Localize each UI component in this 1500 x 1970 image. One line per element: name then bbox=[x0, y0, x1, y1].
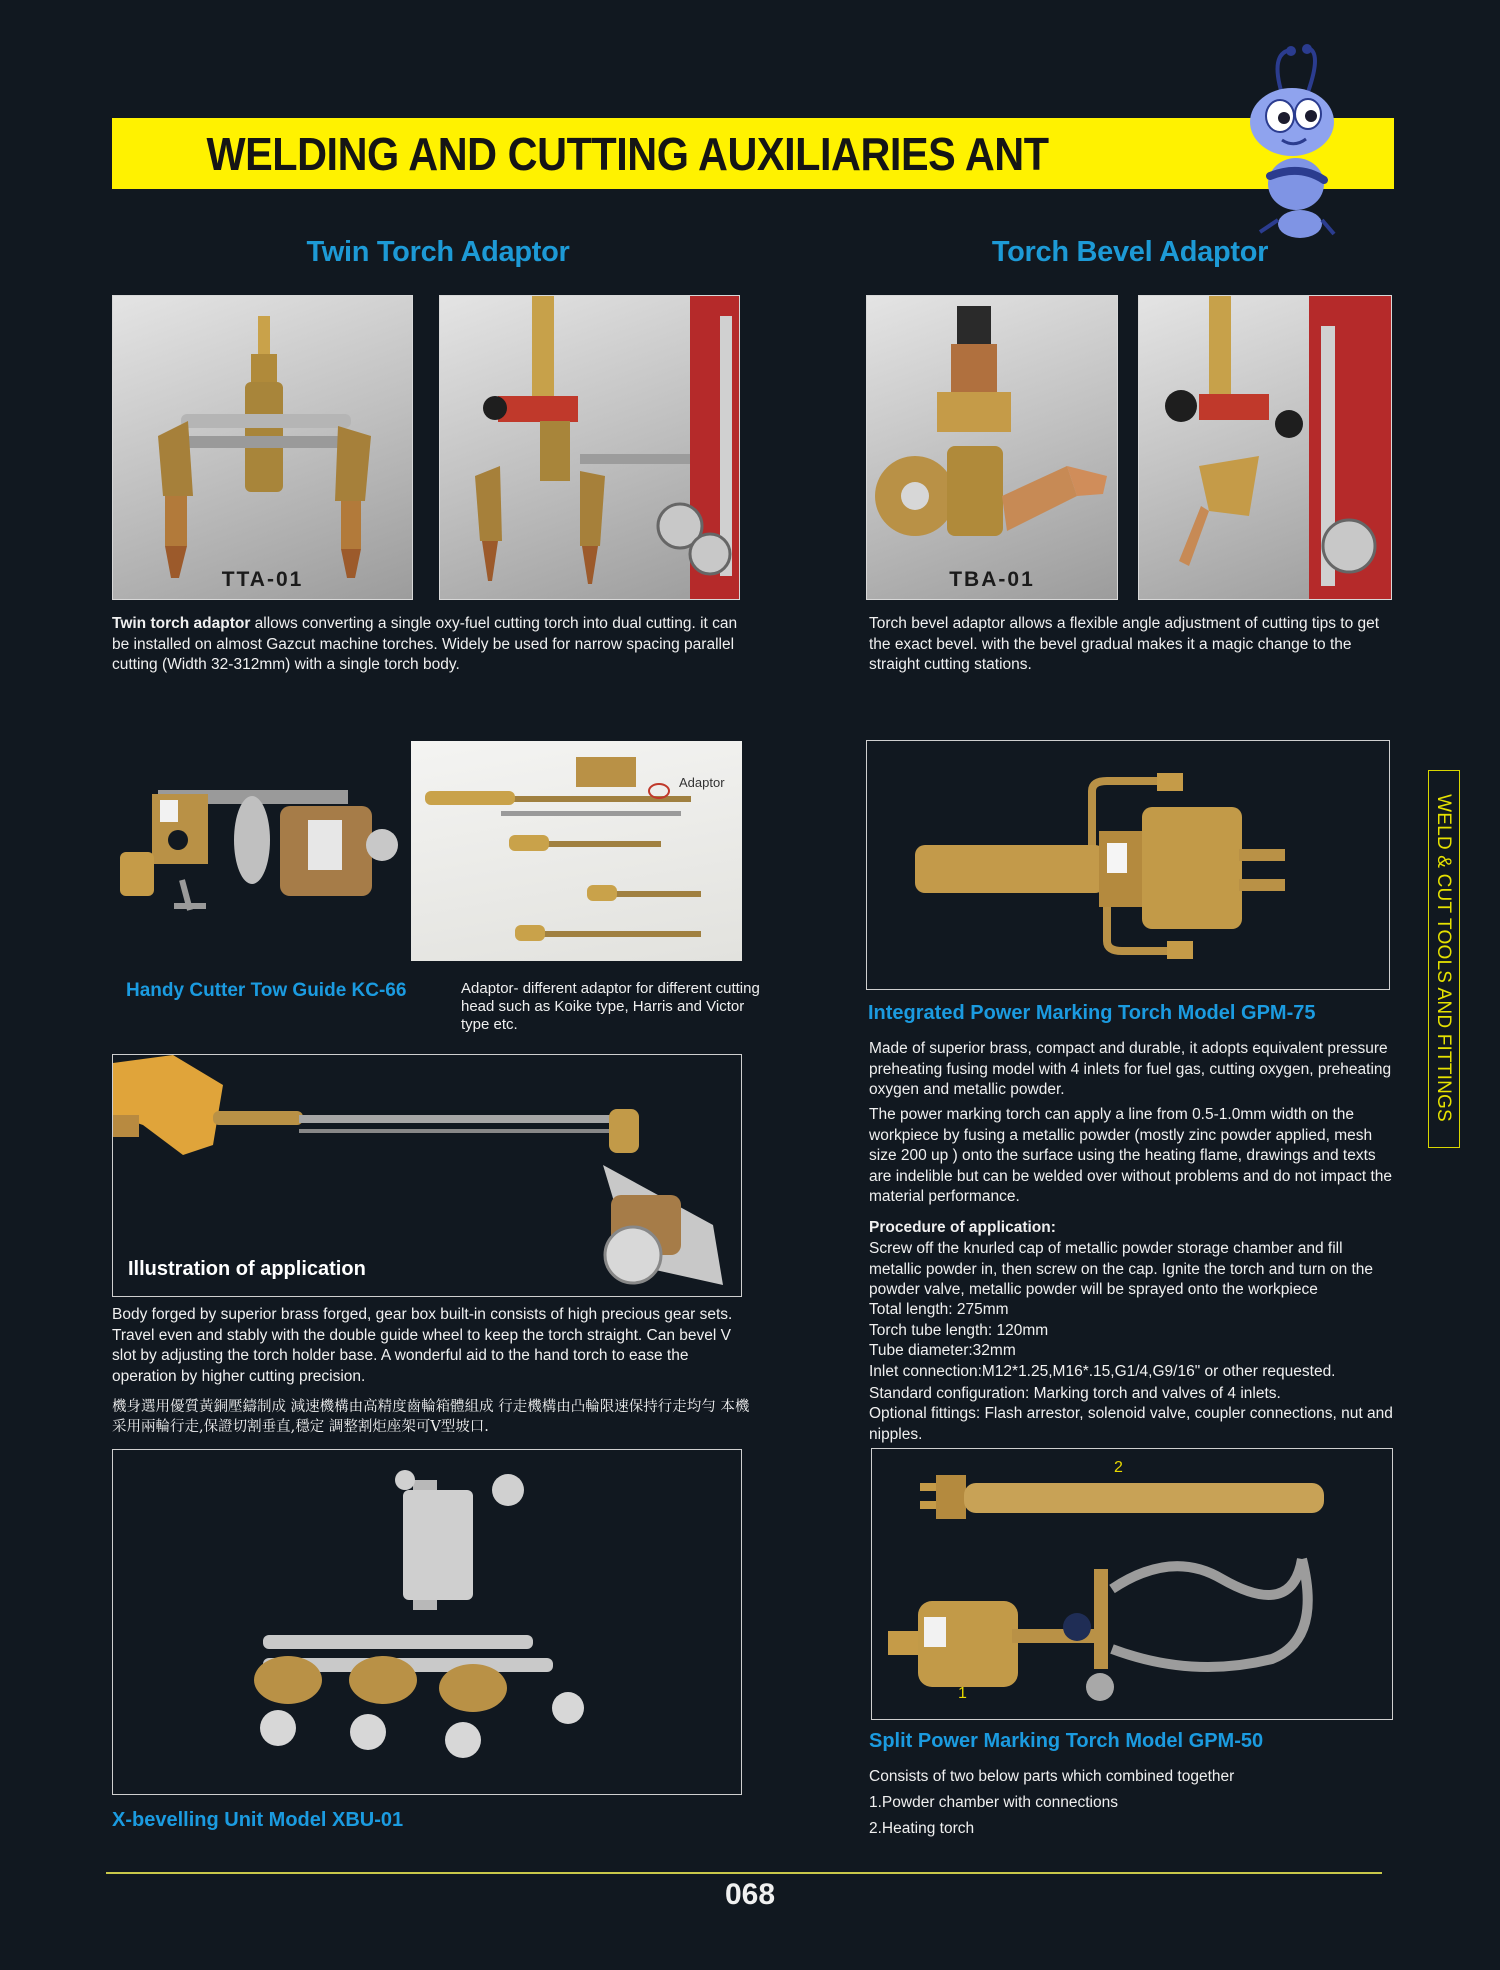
adaptor-variants-image bbox=[411, 741, 742, 961]
gpm75-para1: Made of superior brass, compact and durable, it adopts equivalent pressure preheating fusing model with 4 inlets for fuel gas, cutting oxygen, preheating oxygen and metallic powder. bbox=[869, 1040, 1392, 1098]
gpm75-image bbox=[866, 740, 1390, 990]
x-bevelling-title: X-bevelling Unit Model XBU-01 bbox=[112, 1809, 404, 1831]
gpm50-part-1: 1.Powder chamber with connections bbox=[869, 1794, 1118, 1811]
torch-bevel-product-image bbox=[866, 295, 1118, 600]
gpm75-standard-config: Standard configuration: Marking torch and valves of 4 inlets. bbox=[869, 1385, 1281, 1402]
handy-cutter-title: Handy Cutter Tow Guide KC-66 bbox=[126, 980, 407, 1001]
torch-bevel-title: Torch Bevel Adaptor bbox=[991, 236, 1269, 268]
adaptor-callout: Adaptor bbox=[679, 775, 725, 790]
footer-divider bbox=[106, 1872, 1382, 1874]
tba-01-code-label: TBA-01 bbox=[949, 568, 1035, 591]
spec-tube-diameter: Tube diameter:32mm bbox=[869, 1342, 1016, 1359]
gpm75-para2: The power marking torch can apply a line from 0.5-1.0mm width on the workpiece by fusing a metallic powder (mostly zinc powder applied, mesh size 200 up ) onto the surface using the heating flame, drawings and texts are indelible but can be welded over without problems and do not impact the material performance. bbox=[869, 1106, 1393, 1205]
twin-torch-description bbox=[112, 614, 752, 676]
handy-cutter-description-cn: 機身選用優質黃銅壓鑄制成 減速機構由高精度齒輪箱體組成 行走機構由凸輪限速保持行走均勻 本機采用兩輪行走,保證切割垂直,穩定 調整割炬座架可V型坡口. bbox=[112, 1399, 750, 1435]
illustration-label: Illustration of application bbox=[128, 1258, 366, 1280]
gpm50-intro: Consists of two below parts which combined together bbox=[869, 1768, 1235, 1785]
spec-total-length: Total length: 275mm bbox=[869, 1301, 1009, 1318]
torch-bevel-description: Torch bevel adaptor allows a flexible angle adjustment of cutting tips to get the exact bevel. with the bevel gradual makes it a magic change to the straight cutting stations. bbox=[869, 615, 1380, 673]
gpm75-title: Integrated Power Marking Torch Model GPM-75 bbox=[868, 1002, 1316, 1024]
twin-torch-title: Twin Torch Adaptor bbox=[306, 236, 570, 268]
twin-torch-mounted-image bbox=[439, 295, 740, 600]
gpm75-procedure-heading: Procedure of application: bbox=[869, 1219, 1056, 1236]
spec-tube-length: Torch tube length: 120mm bbox=[869, 1321, 1049, 1339]
spec-inlet-connection: Inlet connection:M12*1.25,M16*.15,G1/4,G9/16" or other requested. bbox=[869, 1362, 1336, 1380]
gpm75-optional-fittings: Optional fittings: Flash arrestor, solenoid valve, coupler connections, nut and nipples. bbox=[869, 1405, 1393, 1443]
gpm50-title: Split Power Marking Torch Model GPM-50 bbox=[869, 1730, 1264, 1752]
ant-mascot-icon bbox=[1230, 44, 1358, 240]
handy-cutter-image bbox=[112, 770, 402, 940]
adaptor-description: Adaptor- different adaptor for different cutting head such as Koike type, Harris and Victor type etc. bbox=[461, 980, 760, 1033]
part-label-2: 2 bbox=[1114, 1459, 1123, 1476]
twin-torch-product-image bbox=[112, 295, 413, 600]
page-number: 068 bbox=[724, 1878, 776, 1911]
twin-torch-desc-rest: allows converting a single oxy-fuel cutting torch into dual cutting. it can be installed on almost Gazcut machine torches. Widely be used for narrow spacing parallel cutting (Width 32-312mm) with a single torch body. bbox=[112, 615, 738, 673]
twin-torch-desc-bold: Twin torch adaptor bbox=[112, 615, 251, 632]
x-bevelling-image bbox=[112, 1449, 742, 1795]
part-label-1: 1 bbox=[958, 1685, 967, 1702]
gpm50-image bbox=[871, 1448, 1393, 1720]
handy-cutter-description: Body forged by superior brass forged, gear box built-in consists of high precious gear sets. Travel even and stably with the double guide wheel to keep the torch straight. Can bevel V slot by adjusting the torch holder base. A wonderful aid to the hand torch to ease the operation by higher cutting precision. bbox=[112, 1306, 733, 1385]
torch-bevel-mounted-image bbox=[1138, 295, 1392, 600]
tta-01-code-label: TTA-01 bbox=[221, 568, 304, 591]
side-category-label: WELD & CUT TOOLS AND FITTINGS bbox=[1433, 794, 1454, 1122]
gpm50-part-2: 2.Heating torch bbox=[869, 1820, 975, 1837]
gpm50-description bbox=[869, 1764, 1397, 1842]
application-illustration bbox=[112, 1054, 742, 1297]
gpm75-procedure: Screw off the knurled cap of metallic powder storage chamber and fill metallic powder in, then screw on the cap. Ignite the torch and turn on the powder valve, metallic powder will be sprayed onto the workpiece bbox=[869, 1240, 1374, 1298]
page-title: WELDING AND CUTTING AUXILIARIES ANT bbox=[206, 128, 1049, 180]
gpm75-specs bbox=[869, 1300, 1409, 1382]
